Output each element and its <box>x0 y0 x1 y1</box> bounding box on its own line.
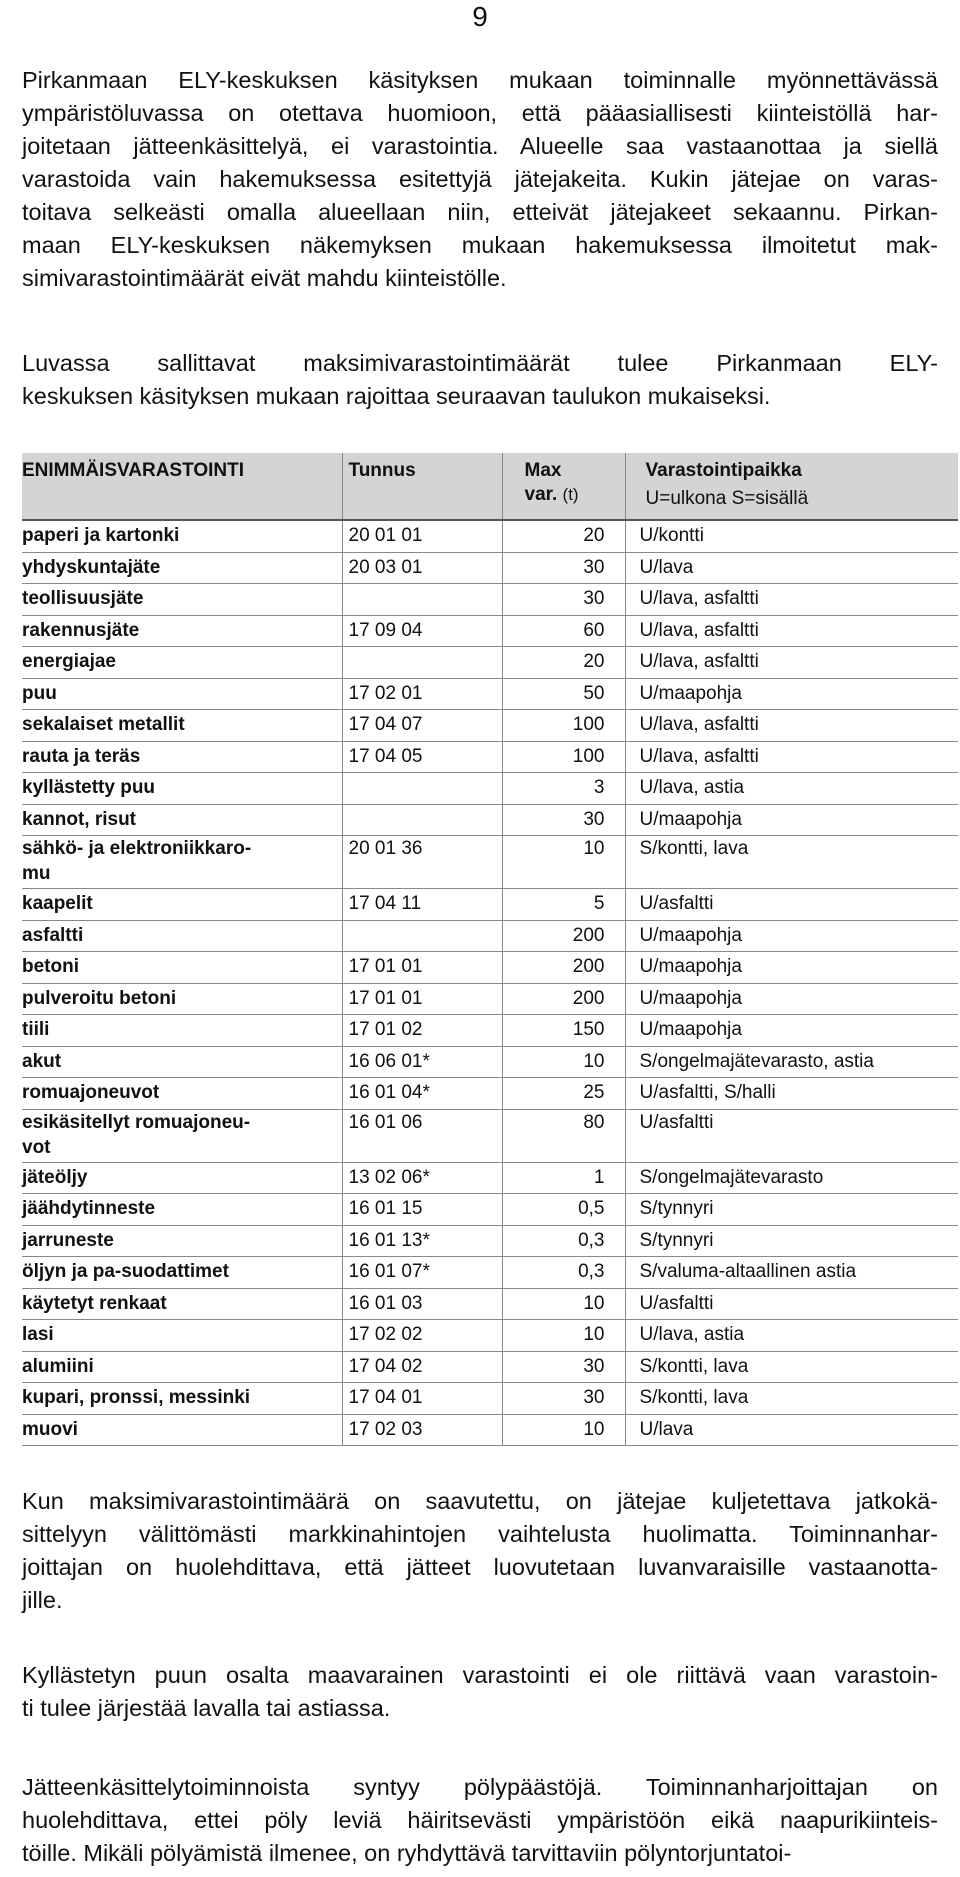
cell-waste-code: 17 01 01 <box>342 952 502 984</box>
cell-waste-code: 16 01 04* <box>342 1078 502 1110</box>
table-row <box>22 741 958 773</box>
table-row <box>22 552 958 584</box>
cell-max-quantity: 30 <box>502 1383 625 1415</box>
cell-storage-place: U/lava, asfaltti <box>625 741 958 773</box>
cell-max-quantity: 25 <box>502 1078 625 1110</box>
table-row <box>22 952 958 984</box>
cell-max-quantity: 3 <box>502 773 625 805</box>
cell-waste-code: 17 01 02 <box>342 1015 502 1047</box>
paragraph-line: sittelyyn välittömästi markkinahintojen vaihtelusta huolimatta. Toiminnanhar- <box>22 1521 938 1547</box>
table-row <box>22 1194 958 1226</box>
paragraph-line: Kyllästetyn puun osalta maavarainen varastointi ei ole riittävä vaan varastoin- <box>22 1662 938 1688</box>
table-row <box>22 678 958 710</box>
cell-waste-type: puu <box>22 678 342 710</box>
cell-storage-place: U/maapohja <box>625 678 958 710</box>
cell-waste-type: öljyn ja pa-suodattimet <box>22 1257 342 1289</box>
paragraph-line: keskuksen käsityksen mukaan rajoittaa seuraavan taulukon mukaiseksi. <box>22 383 771 409</box>
paragraph-line: huolehdittava, ettei pöly leviä häiritsevästi ympäristöön eikä naapurikiinteis- <box>22 1807 938 1833</box>
cell-storage-place: U/lava, asfaltti <box>625 584 958 616</box>
cell-waste-code: 16 01 03 <box>342 1288 502 1320</box>
cell-waste-code <box>342 920 502 952</box>
cell-storage-place: S/valuma-altaallinen astia <box>625 1257 958 1289</box>
cell-waste-type: esikäsitellyt romuajoneu- vot <box>22 1109 342 1162</box>
table-row <box>22 1414 958 1446</box>
cell-waste-type: käytetyt renkaat <box>22 1288 342 1320</box>
cell-waste-type: jäteöljy <box>22 1162 342 1194</box>
header-storage-place: Varastointipaikka U=ulkona S=sisällä <box>625 453 958 520</box>
cell-max-quantity: 100 <box>502 710 625 742</box>
table-row <box>22 1162 958 1194</box>
cell-waste-code: 16 01 06 <box>342 1109 502 1162</box>
cell-storage-place: U/kontti <box>625 520 958 552</box>
cell-max-quantity: 1 <box>502 1162 625 1194</box>
cell-waste-code: 17 04 02 <box>342 1351 502 1383</box>
cell-waste-type: rakennusjäte <box>22 615 342 647</box>
cell-waste-code: 17 04 11 <box>342 889 502 921</box>
paragraph-line: varastoida vain hakemuksessa esitettyjä jätejakeita. Kukin jätejae on varas- <box>22 166 938 192</box>
paragraph-line: töille. Mikäli pölyämistä ilmenee, on ryhdyttävä tarvittaviin pölyntorjuntatoi- <box>22 1840 792 1866</box>
table-row <box>22 710 958 742</box>
table-row <box>22 1257 958 1289</box>
cell-waste-type: sekalaiset metallit <box>22 710 342 742</box>
cell-storage-place: U/lava, asfaltti <box>625 710 958 742</box>
cell-waste-type: jäähdytinneste <box>22 1194 342 1226</box>
table-row <box>22 1078 958 1110</box>
table-row <box>22 1351 958 1383</box>
cell-waste-type: akut <box>22 1046 342 1078</box>
cell-waste-code: 16 01 15 <box>342 1194 502 1226</box>
cell-waste-code: 17 02 01 <box>342 678 502 710</box>
cell-storage-place: U/maapohja <box>625 1015 958 1047</box>
cell-waste-type: jarruneste <box>22 1225 342 1257</box>
cell-storage-place: U/asfaltti <box>625 1288 958 1320</box>
cell-waste-type: rauta ja teräs <box>22 741 342 773</box>
cell-waste-type: yhdyskuntajäte <box>22 552 342 584</box>
cell-waste-type: muovi <box>22 1414 342 1446</box>
cell-waste-type: romuajoneuvot <box>22 1078 342 1110</box>
cell-max-quantity: 5 <box>502 889 625 921</box>
paragraph-dust-emissions <box>22 1771 938 1870</box>
cell-max-quantity: 30 <box>502 804 625 836</box>
cell-storage-place: S/tynnyri <box>625 1225 958 1257</box>
paragraph-line: Jätteenkäsittelytoiminnoista syntyy pölypäästöjä. Toiminnanharjoittajan on <box>22 1774 938 1800</box>
cell-max-quantity: 30 <box>502 552 625 584</box>
cell-storage-place: U/asfaltti <box>625 889 958 921</box>
cell-max-quantity: 150 <box>502 1015 625 1047</box>
cell-waste-type: tiili <box>22 1015 342 1047</box>
cell-storage-place: U/asfaltti <box>625 1109 958 1162</box>
paragraph-line: jille. <box>22 1587 63 1613</box>
cell-max-quantity: 30 <box>502 584 625 616</box>
cell-storage-place: U/maapohja <box>625 952 958 984</box>
paragraph-storage-limits-intro <box>22 347 938 413</box>
table-row <box>22 1015 958 1047</box>
cell-storage-place: U/maapohja <box>625 804 958 836</box>
cell-waste-type: kupari, pronssi, messinki <box>22 1383 342 1415</box>
cell-waste-code <box>342 773 502 805</box>
cell-waste-type: alumiini <box>22 1351 342 1383</box>
cell-waste-code: 17 04 05 <box>342 741 502 773</box>
header-max-quantity: Max var. (t) <box>502 453 625 520</box>
cell-waste-code: 17 09 04 <box>342 615 502 647</box>
cell-waste-code: 20 03 01 <box>342 552 502 584</box>
paragraph-line: simivarastointimäärät eivät mahdu kiinteistölle. <box>22 265 507 291</box>
cell-max-quantity: 10 <box>502 1046 625 1078</box>
table-row <box>22 584 958 616</box>
cell-storage-place: S/kontti, lava <box>625 1383 958 1415</box>
cell-storage-place: S/ongelmajätevarasto <box>625 1162 958 1194</box>
cell-storage-place: U/lava, astia <box>625 773 958 805</box>
cell-waste-code: 16 01 13* <box>342 1225 502 1257</box>
paragraph-line: toitava selkeästi omalla alueellaan niin, etteivät jätejakeet sekaannu. Pirkan- <box>22 199 938 225</box>
cell-waste-type: kaapelit <box>22 889 342 921</box>
table-row <box>22 804 958 836</box>
cell-waste-type: pulveroitu betoni <box>22 983 342 1015</box>
table-row <box>22 1225 958 1257</box>
table-row <box>22 615 958 647</box>
header-name: ENIMMÄISVARASTOINTI <box>22 453 342 520</box>
paragraph-line: ti tulee järjestää lavalla tai astiassa. <box>22 1695 391 1721</box>
cell-storage-place: U/lava <box>625 552 958 584</box>
page-number: 9 <box>472 1 488 32</box>
cell-max-quantity: 0,5 <box>502 1194 625 1226</box>
cell-storage-place: U/lava, astia <box>625 1320 958 1352</box>
paragraph-line: maan ELY-keskuksen näkemyksen mukaan hakemuksessa ilmoitetut mak- <box>22 232 938 258</box>
header-code: Tunnus <box>342 453 502 520</box>
cell-max-quantity: 30 <box>502 1351 625 1383</box>
cell-max-quantity: 10 <box>502 1320 625 1352</box>
cell-waste-code: 20 01 01 <box>342 520 502 552</box>
cell-waste-code: 17 01 01 <box>342 983 502 1015</box>
cell-max-quantity: 200 <box>502 920 625 952</box>
cell-max-quantity: 60 <box>502 615 625 647</box>
cell-storage-place: U/lava, asfaltti <box>625 647 958 679</box>
cell-max-quantity: 100 <box>502 741 625 773</box>
cell-storage-place: U/asfaltti, S/halli <box>625 1078 958 1110</box>
table-row <box>22 647 958 679</box>
cell-max-quantity: 200 <box>502 983 625 1015</box>
cell-max-quantity: 0,3 <box>502 1225 625 1257</box>
cell-waste-type: paperi ja kartonki <box>22 520 342 552</box>
cell-max-quantity: 200 <box>502 952 625 984</box>
cell-max-quantity: 20 <box>502 647 625 679</box>
cell-waste-type: lasi <box>22 1320 342 1352</box>
cell-storage-place: U/lava <box>625 1414 958 1446</box>
table-row <box>22 1383 958 1415</box>
table-body <box>22 520 958 1446</box>
cell-max-quantity: 50 <box>502 678 625 710</box>
cell-storage-place: S/tynnyri <box>625 1194 958 1226</box>
table-row <box>22 983 958 1015</box>
cell-storage-place: U/maapohja <box>625 920 958 952</box>
cell-waste-type: energiajae <box>22 647 342 679</box>
table-row <box>22 1320 958 1352</box>
paragraph-line: Pirkanmaan ELY-keskuksen käsityksen mukaan toiminnalle myönnettävässä <box>22 67 938 93</box>
cell-waste-code: 13 02 06* <box>342 1162 502 1194</box>
cell-waste-type: asfaltti <box>22 920 342 952</box>
cell-waste-code: 17 04 07 <box>342 710 502 742</box>
cell-waste-type: teollisuusjäte <box>22 584 342 616</box>
paragraph-line: Kun maksimivarastointimäärä on saavutettu, on jätejae kuljetettava jatkokä- <box>22 1488 938 1514</box>
cell-waste-code: 17 02 03 <box>342 1414 502 1446</box>
cell-storage-place: U/lava, asfaltti <box>625 615 958 647</box>
cell-storage-place: S/kontti, lava <box>625 836 958 889</box>
cell-max-quantity: 80 <box>502 1109 625 1162</box>
table-row <box>22 1109 958 1162</box>
paragraph-line: ympäristöluvassa on otettava huomioon, että pääasiallisesti kiinteistöllä har- <box>22 100 938 126</box>
table-row <box>22 1288 958 1320</box>
cell-waste-type: kannot, risut <box>22 804 342 836</box>
table-row <box>22 836 958 889</box>
cell-waste-code: 16 01 07* <box>342 1257 502 1289</box>
cell-waste-code <box>342 647 502 679</box>
paragraph-impregnated-wood <box>22 1659 938 1725</box>
paragraph-max-reached <box>22 1485 938 1617</box>
cell-waste-code: 17 02 02 <box>342 1320 502 1352</box>
table-row <box>22 520 958 552</box>
paragraph-line: joitetaan jätteenkäsittelyä, ei varastointia. Alueelle saa vastaanottaa ja siellä <box>22 133 938 159</box>
cell-waste-type: betoni <box>22 952 342 984</box>
cell-storage-place: U/maapohja <box>625 983 958 1015</box>
table-row <box>22 920 958 952</box>
cell-max-quantity: 20 <box>502 520 625 552</box>
table-row <box>22 1046 958 1078</box>
cell-waste-code: 17 04 01 <box>342 1383 502 1415</box>
cell-waste-code <box>342 804 502 836</box>
cell-max-quantity: 10 <box>502 1414 625 1446</box>
cell-waste-type: kyllästetty puu <box>22 773 342 805</box>
table-header-row <box>22 453 958 520</box>
cell-max-quantity: 0,3 <box>502 1257 625 1289</box>
paragraph-line: Luvassa sallittavat maksimivarastointimäärät tulee Pirkanmaan ELY- <box>22 350 938 376</box>
cell-storage-place: S/kontti, lava <box>625 1351 958 1383</box>
table-row <box>22 889 958 921</box>
cell-storage-place: S/ongelmajätevarasto, astia <box>625 1046 958 1078</box>
cell-waste-type: sähkö- ja elektroniikkaro- mu <box>22 836 342 889</box>
table-row <box>22 773 958 805</box>
cell-max-quantity: 10 <box>502 1288 625 1320</box>
cell-waste-code <box>342 584 502 616</box>
cell-waste-code: 16 06 01* <box>342 1046 502 1078</box>
max-storage-table <box>22 453 958 1446</box>
cell-waste-code: 20 01 36 <box>342 836 502 889</box>
paragraph-line: joittajan on huolehdittava, että jätteet luovutetaan luvanvaraisille vastaanotta- <box>22 1554 938 1580</box>
paragraph-ely-opinion <box>22 64 938 295</box>
cell-max-quantity: 10 <box>502 836 625 889</box>
